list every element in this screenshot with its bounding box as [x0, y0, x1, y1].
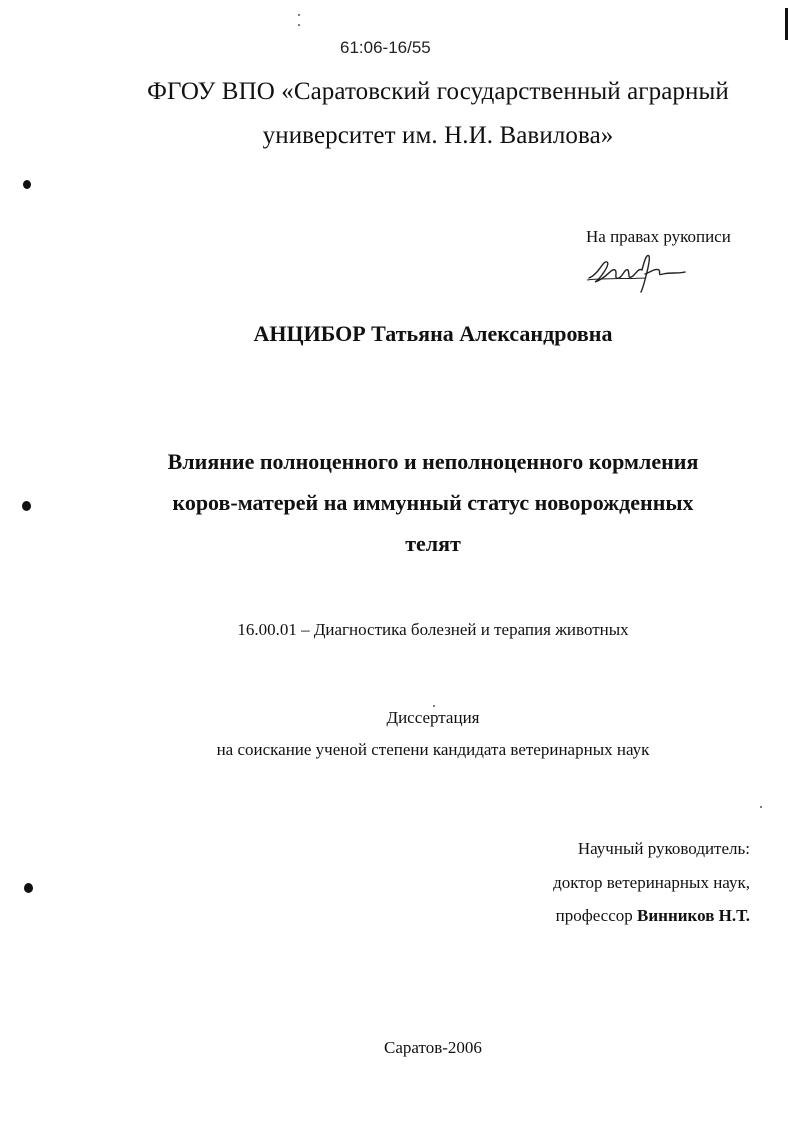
- scan-speck: [433, 705, 435, 707]
- scan-speck: [298, 24, 300, 26]
- supervisor-line: [556, 906, 750, 926]
- rights-note: На правах рукописи: [586, 227, 731, 246]
- specialty: 16.00.01 – Диагностика болезней и терапия животных: [237, 620, 629, 639]
- place-year: Саратов-2006: [384, 1038, 482, 1057]
- dissertation-title-line-1: Влияние полноценного и неполноценного кормления: [167, 449, 699, 474]
- punch-hole-mark: [24, 883, 33, 893]
- supervisor-title: профессор: [555, 906, 633, 925]
- supervisor-role: Научный руководитель:: [577, 839, 750, 858]
- scan-speck: [298, 14, 300, 16]
- organization-line-2: университет им. Н.И. Вавилова»: [262, 122, 614, 149]
- scan-edge-line: [785, 8, 788, 40]
- document-code: 61:06-16/55: [340, 38, 431, 57]
- signature: [585, 248, 690, 293]
- author-name: АНЦИБОР Татьяна Александровна: [253, 321, 613, 346]
- supervisor-name: Винников Н.Т.: [637, 906, 750, 925]
- degree-statement: на соискание ученой степени кандидата ветеринарных наук: [216, 740, 650, 759]
- scan-speck: [760, 806, 762, 808]
- dissertation-title-line-2: коров-матерей на иммунный статус новорожденных: [172, 490, 694, 515]
- dissertation-title-line-3: телят: [405, 531, 461, 556]
- organization-line-1: ФГОУ ВПО «Саратовский государственный аграрный: [147, 78, 729, 105]
- document-type: Диссертация: [386, 708, 480, 727]
- punch-hole-mark: [23, 180, 31, 189]
- supervisor-degree: доктор ветеринарных наук,: [553, 873, 750, 892]
